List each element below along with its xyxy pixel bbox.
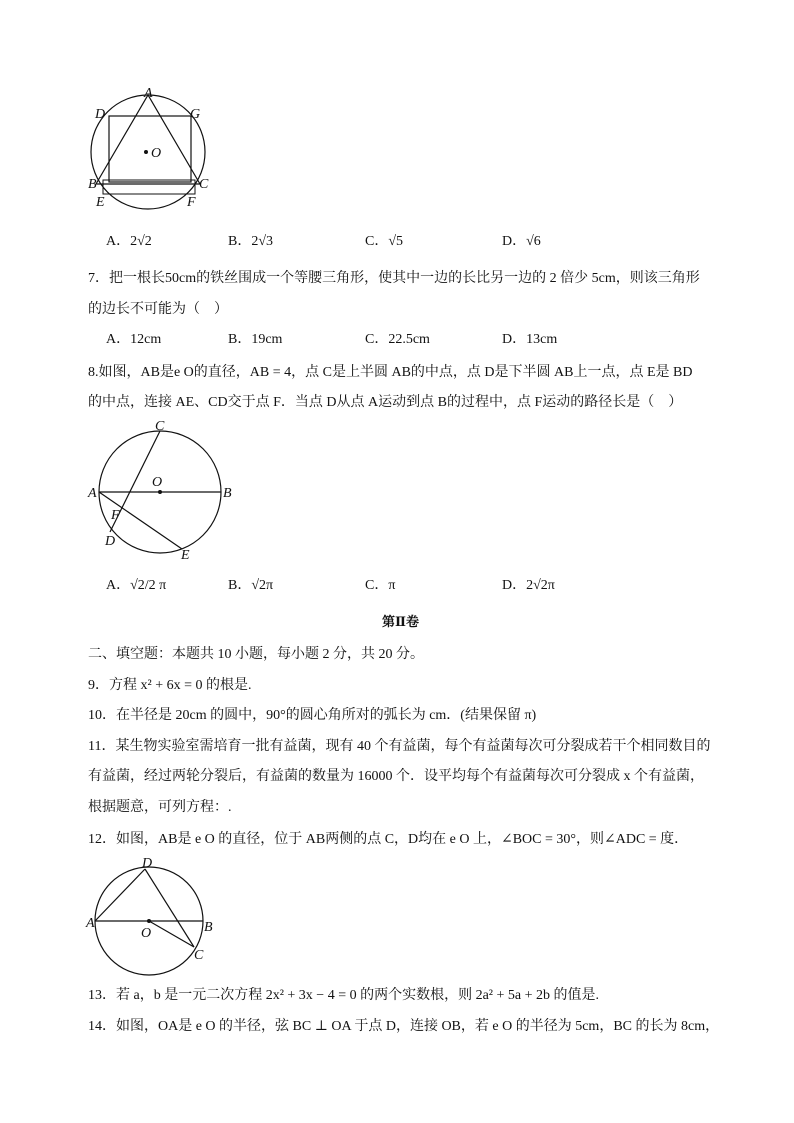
label-D: D bbox=[142, 856, 153, 871]
label-F: F bbox=[187, 195, 196, 210]
label-O: O bbox=[151, 146, 162, 161]
q12: 12．如图，AB是 e O 的直径，位于 AB两侧的点 C，D均在 e O 上，∠BOC = 30°，则∠ADC = 度． bbox=[88, 832, 689, 847]
q8-option-a[interactable]: A．√2/2 π bbox=[106, 578, 167, 593]
q8-line1: 8.如图，AB是e O的直径，AB = 4，点 C是上半圆 AB的中点，点 D是下半圆 AB上一点，点 E是 BD bbox=[88, 365, 693, 380]
q8-option-d[interactable]: D．2√2π bbox=[502, 578, 555, 593]
label-E: E bbox=[96, 195, 105, 210]
center-dot bbox=[147, 919, 151, 923]
q7-option-b[interactable]: B．19cm bbox=[228, 332, 283, 347]
q14: 14．如图，OA是 e O 的半径，弦 BC ⊥ OA 于点 D，连接 OB，若 e O 的半径为 5cm，BC 的长为 8cm， bbox=[88, 1019, 720, 1034]
section-title: 第Ⅱ卷 bbox=[382, 614, 419, 629]
label-C: C bbox=[194, 948, 204, 963]
q6-option-c[interactable]: C．√5 bbox=[365, 234, 404, 249]
q7-line2: 的边长不可能为（ ） bbox=[88, 302, 228, 317]
section-2-header: 二、填空题：本题共 10 小题，每小题 2 分，共 20 分。 bbox=[88, 647, 424, 662]
label-A: A bbox=[88, 486, 97, 501]
label-G: G bbox=[190, 107, 201, 122]
q8-option-c[interactable]: C．π bbox=[365, 578, 396, 593]
segment-oc bbox=[149, 921, 194, 947]
label-A: A bbox=[86, 916, 95, 931]
label-D: D bbox=[95, 107, 106, 122]
label-C: C bbox=[155, 419, 165, 434]
label-B: B bbox=[223, 486, 232, 501]
label-B: B bbox=[204, 920, 213, 935]
q7-option-c[interactable]: C．22.5cm bbox=[365, 332, 430, 347]
q11-line3: 根据题意，可列方程：. bbox=[88, 800, 232, 815]
q11-line2: 有益菌，经过两轮分裂后，有益菌的数量为 16000 个．设平均每个有益菌每次可分裂成 x 个有益菌， bbox=[88, 769, 704, 784]
segment-dc bbox=[145, 869, 194, 947]
q6-option-b[interactable]: B．2√3 bbox=[228, 234, 274, 249]
q6-option-a[interactable]: A．2√2 bbox=[106, 234, 152, 249]
q7-option-d[interactable]: D．13cm bbox=[502, 332, 558, 347]
label-E: E bbox=[181, 548, 190, 563]
label-A: A bbox=[144, 86, 153, 101]
label-F: F bbox=[111, 508, 120, 523]
label-B: B bbox=[88, 177, 97, 192]
label-D: D bbox=[105, 534, 116, 549]
label-O: O bbox=[152, 475, 163, 490]
q10: 10．在半径是 20cm 的圆中，90°的圆心角所对的弧长为 cm．(结果保留 π) bbox=[88, 708, 537, 723]
q13: 13．若 a，b 是一元二次方程 2x² + 3x − 4 = 0 的两个实数根，则 2a² + 5a + 2b 的值是. bbox=[88, 988, 600, 1003]
segment-ad bbox=[95, 869, 145, 921]
q9: 9．方程 x² + 6x = 0 的根是. bbox=[88, 678, 252, 693]
label-O: O bbox=[141, 926, 152, 941]
q8-line2: 的中点，连接 AE、CD交于点 F．当点 D从点 A运动到点 B的过程中，点 F运动的路径长是（ ） bbox=[88, 395, 683, 410]
q6-option-d[interactable]: D．√6 bbox=[502, 234, 541, 249]
q7-option-a[interactable]: A．12cm bbox=[106, 332, 162, 347]
q7-line1: 7．把一根长50cm的铁丝围成一个等腰三角形，使其中一边的长比另一边的 2 倍少 5cm，则该三角形 bbox=[88, 271, 700, 286]
q11-line1: 11．某生物实验室需培育一批有益菌，现有 40 个有益菌，每个有益菌每次可分裂成若干个相同数目的 bbox=[88, 739, 711, 754]
q8-option-b[interactable]: B．√2π bbox=[228, 578, 274, 593]
label-C: C bbox=[199, 177, 209, 192]
